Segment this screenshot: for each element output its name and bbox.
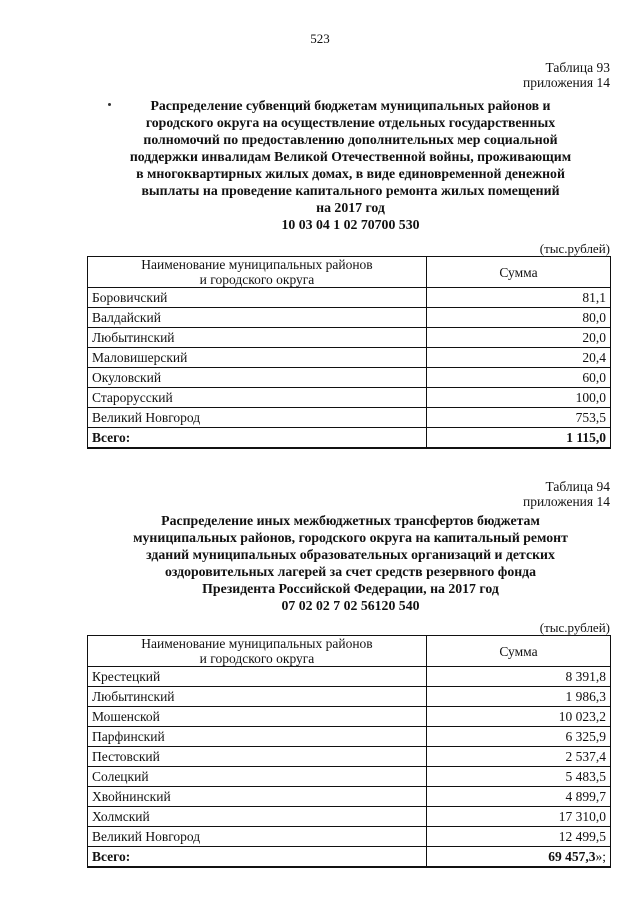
table93-ref-line2: приложения 14: [522, 75, 610, 90]
district-sum: 8 391,8: [427, 667, 611, 687]
table-row: [88, 807, 611, 827]
table94-title-line: Распределение иных межбюджетных трансфертов бюджетам: [161, 513, 540, 528]
header-name-line1: Наименование муниципальных районов: [141, 257, 373, 272]
table-row: [88, 667, 611, 687]
table94-title-line: 07 02 02 7 02 56120 540: [281, 598, 420, 613]
district-sum: 17 310,0: [427, 807, 611, 827]
table-row: [88, 687, 611, 707]
table-row: [88, 388, 611, 408]
district-name: Валдайский: [88, 308, 427, 328]
table93-header-sum: Сумма: [427, 257, 611, 288]
district-name: Холмский: [88, 807, 427, 827]
table-row: [88, 368, 611, 388]
district-sum: 10 023,2: [427, 707, 611, 727]
district-name: Великий Новгород: [88, 408, 427, 428]
table93-title-line: в многоквартирных жилых домах, в виде единовременной денежной: [136, 166, 565, 181]
total-value-cell: [427, 847, 611, 868]
header-name-line1: Наименование муниципальных районов: [141, 636, 373, 651]
table94-header-row: [88, 636, 611, 667]
table93-header-row: [88, 257, 611, 288]
table-row: [88, 408, 611, 428]
table94-ref-line2: приложения 14: [522, 494, 610, 509]
table94-title-line: зданий муниципальных образовательных организаций и детских: [146, 547, 555, 562]
table94-units: (тыс.рублей): [539, 620, 610, 635]
table93-title: [88, 97, 613, 233]
district-name: Старорусский: [88, 388, 427, 408]
table93-title-line: городского округа на осуществление отдельных государственных: [145, 115, 556, 130]
district-sum: 753,5: [427, 408, 611, 428]
table-row: [88, 707, 611, 727]
district-sum: 12 499,5: [427, 827, 611, 847]
district-sum: 20,4: [427, 348, 611, 368]
table-row: [88, 787, 611, 807]
table93-reference: [523, 60, 610, 90]
district-name: Окуловский: [88, 368, 427, 388]
page-number: 523: [310, 31, 330, 46]
table-row: [88, 288, 611, 308]
district-name: Пестовский: [88, 747, 427, 767]
table93-header-name: [88, 257, 427, 288]
table-row: [88, 308, 611, 328]
district-name: Великий Новгород: [88, 827, 427, 847]
district-sum: 4 899,7: [427, 787, 611, 807]
district-name: Хвойнинский: [88, 787, 427, 807]
district-name: Мошенской: [88, 707, 427, 727]
total-value: 1 115,0: [427, 428, 611, 449]
district-sum: 20,0: [427, 328, 611, 348]
table93-units: (тыс.рублей): [539, 241, 610, 256]
table94: [87, 635, 611, 868]
district-name: Любытинский: [88, 687, 427, 707]
table94-total-row: [88, 847, 611, 868]
table-row: [88, 767, 611, 787]
table-row: [88, 727, 611, 747]
closing-quote-suffix: »;: [595, 848, 606, 864]
table94-header-name: [88, 636, 427, 667]
table93-title-line: Распределение субвенций бюджетам муниципальных районов и: [150, 98, 551, 113]
total-value: 69 457,3: [548, 848, 596, 864]
table93-title-line: 10 03 04 1 02 70700 530: [281, 217, 420, 232]
table94-reference: [523, 479, 610, 509]
district-name: Любытинский: [88, 328, 427, 348]
district-sum: 5 483,5: [427, 767, 611, 787]
district-sum: 60,0: [427, 368, 611, 388]
header-name-line2: и городского округа: [199, 651, 315, 666]
table-row: [88, 747, 611, 767]
table93-title-line: полномочий по предоставлению дополнительных мер социальной: [143, 132, 558, 147]
district-sum: 6 325,9: [427, 727, 611, 747]
total-label: Всего:: [88, 847, 427, 868]
district-name: Крестецкий: [88, 667, 427, 687]
district-name: Маловишерский: [88, 348, 427, 368]
district-sum: 81,1: [427, 288, 611, 308]
district-sum: 100,0: [427, 388, 611, 408]
table93-title-line: поддержки инвалидам Великой Отечественной войны, проживающим: [129, 149, 572, 164]
total-label: Всего:: [88, 428, 427, 449]
table94-ref-line1: Таблица 94: [545, 479, 610, 494]
table93-ref-line1: Таблица 93: [545, 60, 610, 75]
district-sum: 2 537,4: [427, 747, 611, 767]
table94-header-sum: Сумма: [427, 636, 611, 667]
table94-title-line: муниципальных районов, городского округа на капитальный ремонт: [133, 530, 568, 545]
table-row: [88, 348, 611, 368]
table93-title-line: на 2017 год: [316, 200, 385, 215]
table93: [87, 256, 611, 449]
table-row: [88, 328, 611, 348]
district-sum: 80,0: [427, 308, 611, 328]
table94-title-line: Президента Российской Федерации, на 2017 год: [202, 581, 499, 596]
table-row: [88, 827, 611, 847]
table93-total-row: [88, 428, 611, 449]
district-name: Боровичский: [88, 288, 427, 308]
table93-title-line: выплаты на проведение капитального ремонта жилых помещений: [141, 183, 560, 198]
district-name: Солецкий: [88, 767, 427, 787]
header-name-line2: и городского округа: [199, 272, 315, 287]
table94-title: [88, 512, 613, 614]
district-sum: 1 986,3: [427, 687, 611, 707]
district-name: Парфинский: [88, 727, 427, 747]
table94-title-line: оздоровительных лагерей за счет средств резервного фонда: [164, 564, 537, 579]
